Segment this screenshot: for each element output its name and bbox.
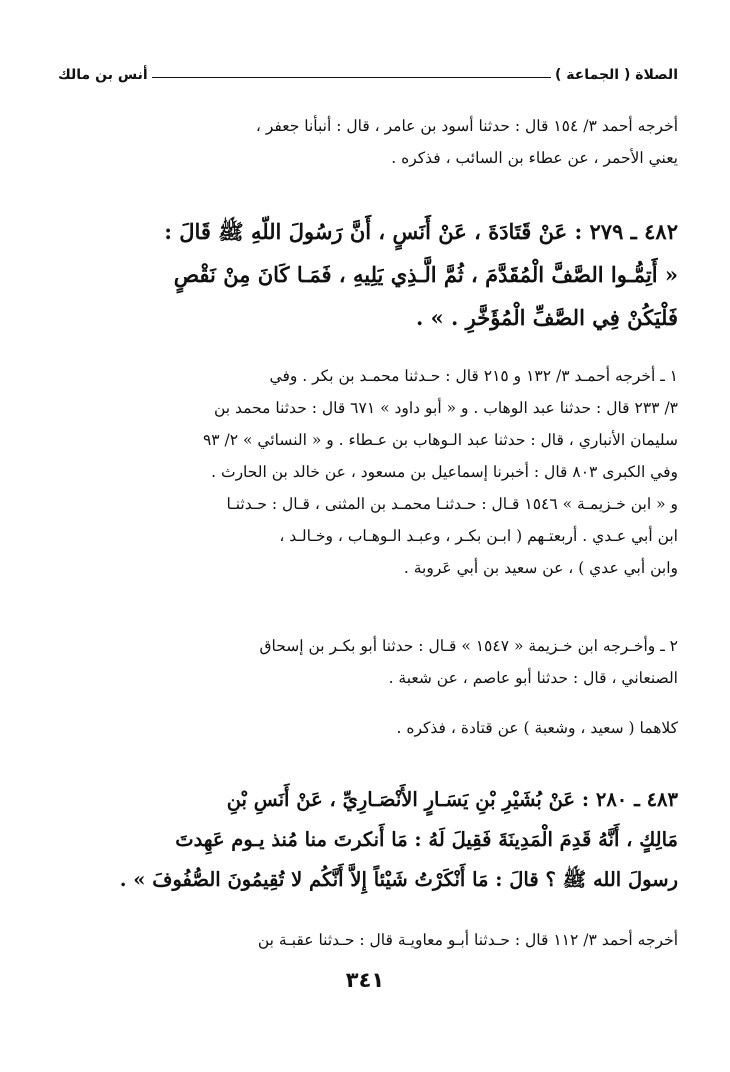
text-line: الصنعاني ، قال : حدثنا أبو عاصم ، عن شعبة . (388, 669, 678, 687)
text-line: ١ ـ أخرجه أحمـد ٣/ ١٣٢ و ٢١٥ قال : حـدثنا محمـد بن بكر . وفي (269, 367, 678, 385)
takhrij-note-4 (58, 924, 678, 956)
text-line: و « ابن خـزيمـة » ١٥٤٦ قـال : حـدثنـا محمـد بن المثنى ، قـال : حـدثنـا (226, 495, 678, 513)
running-header (58, 64, 678, 86)
text-line: رسولَ الله ﷺ ؟ قالَ : مَا أَنْكَرْتُ شَيْئاً إِلاَّ أَنَّكُم لا تُقِيمُونَ الصُّفُوفَ » . (119, 868, 678, 891)
takhrij-note-1 (58, 110, 678, 174)
text-line: فَلْيَكُنْ فِي الصَّفِّ الْمُؤَخَّرِ . » . (415, 305, 678, 330)
text-line: ٤٨٣ ـ ٢٨٠ : عَنْ بُشَيْرِ بْنِ يَسَـارٍ الأَنْصَـارِيِّ ، عَنْ أَنَسِ بْنِ (226, 788, 678, 811)
page-number: ٣٤١ (345, 968, 385, 992)
hadith-482 (58, 210, 678, 339)
takhrij-note-2 (58, 360, 678, 584)
text-line: سليمان الأنباري ، قال : حدثنا عبد الـوهاب بن عـطاء . و « النسائي » ٢/ ٩٣ (202, 431, 678, 449)
header-chapter-title: أنس بن مالك (58, 67, 148, 83)
text-line: ابن أبي عـدي . أربعتـهم ( ابـن بكـر ، وعبـد الـوهـاب ، وخـالـد ، (279, 527, 678, 545)
text-line: أخرجه أحمد ٣/ ١٥٤ قال : حدثنا أسود بن عامر ، قال : أنبأنا جعفر ، (255, 117, 678, 135)
text-line: وفي الكبرى ٨٠٣ قال : أخبرنا إسماعيل بن مسعود ، عن خالد بن الحارث . (211, 463, 678, 481)
takhrij-summary (58, 712, 678, 744)
hadith-483 (58, 780, 678, 900)
text-line: ٤٨٢ ـ ٢٧٩ : عَنْ قَتَادَةَ ، عَنْ أَنَسٍ ، أَنَّ رَسُولَ اللّهِ ﷺ قَالَ : (164, 219, 678, 244)
header-section-title: الصلاة ( الجماعة ) (554, 67, 678, 83)
header-rule (152, 77, 551, 78)
text-line: كلاهما ( سعيد ، وشعبة ) عن قتادة ، فذكره . (396, 719, 678, 737)
text-line: أخرجه أحمد ٣/ ١١٢ قال : حـدثنا أبـو معاويـة قال : حـدثنا عقبـة بن (257, 931, 678, 949)
text-line: ٢ ـ وأخـرجه ابن خـزيمة « ١٥٤٧ » قـال : حدثنا أبو بكـر بن إسحاق (259, 637, 678, 655)
text-line: « أَتِمُّـوا الصَّفَّ الْمُقَدَّمَ ، ثُمَّ الَّـذِي يَلِيهِ ، فَمَـا كَانَ مِنْ نَقْصٍ (173, 262, 678, 287)
text-line: يعني الأحمر ، عن عطاء بن السائب ، فذكره . (391, 149, 678, 167)
text-line: وابن أبي عدي ) ، عن سعيد بن أبي عَروبة . (403, 559, 678, 577)
takhrij-note-3 (58, 630, 678, 694)
text-line: مَالِكٍ ، أَنَّهُ قَدِمَ الْمَدِينَةَ فَقِيلَ لَهُ : مَا أَنكرتَ منا مُنذ يـوم عَهِدتَ (175, 828, 678, 851)
text-line: ٣/ ٢٣٣ قال : حدثنا عبد الوهاب . و « أبو داود » ٦٧١ قال : حدثنا محمد بن (213, 399, 678, 417)
